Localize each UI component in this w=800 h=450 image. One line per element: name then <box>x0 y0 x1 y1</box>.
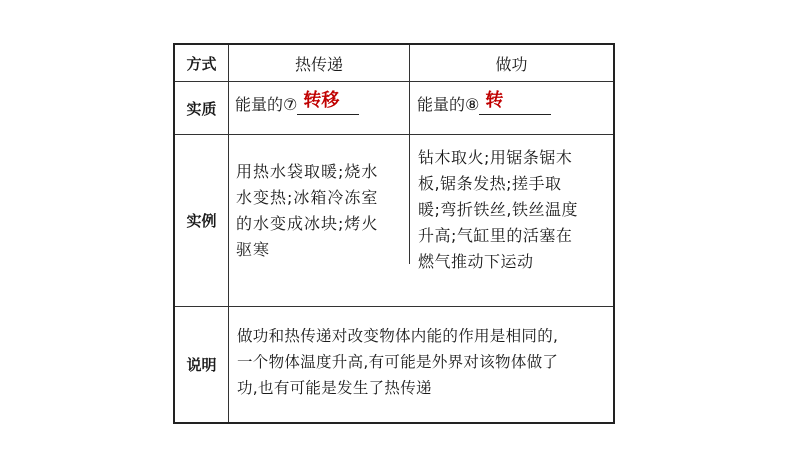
row-divider-3 <box>175 306 613 307</box>
label-note: 说明 <box>186 356 217 374</box>
comparison-table <box>173 43 615 424</box>
label-examples: 实例 <box>186 212 217 230</box>
work-example-line: 燃气推动下运动 <box>418 252 534 271</box>
work-nature-prefix: 能量的⑧ <box>417 95 480 114</box>
work-example-line: 暖;弯折铁丝,铁丝温度 <box>418 200 578 219</box>
label-nature: 实质 <box>186 99 217 118</box>
col-divider-1 <box>228 45 229 422</box>
header-method: 方式 <box>186 54 217 73</box>
note-line: 做功和热传递对改变物体内能的作用是相同的, <box>237 327 559 345</box>
heat-nature-blank <box>297 92 359 115</box>
heat-example-line: 驱寒 <box>236 240 271 259</box>
note-line: 一个物体温度升高,有可能是外界对该物体做了 <box>237 353 559 371</box>
work-example-line: 钻木取火;用锯条锯木 <box>418 148 573 167</box>
note-cell <box>237 323 613 401</box>
work-examples-cell <box>418 145 613 275</box>
work-example-line: 板,锯条发热;搓手取 <box>418 174 562 193</box>
note-line: 功,也有可能是发生了热传递 <box>237 379 432 397</box>
work-example-line: 升高;气缸里的活塞在 <box>418 226 573 245</box>
heat-example-line: 用热水袋取暖;烧水 <box>236 162 379 181</box>
header-work: 做功 <box>495 54 528 74</box>
row-divider-1 <box>175 81 613 82</box>
row-divider-2 <box>175 134 613 135</box>
work-nature-blank <box>479 92 551 115</box>
heat-nature-answer: 转移 <box>303 90 340 111</box>
work-nature-answer: 转 <box>485 90 504 111</box>
work-nature-cell <box>417 92 607 122</box>
heat-nature-prefix: 能量的⑦ <box>235 95 298 114</box>
heat-example-line: 水变热;冰箱冷冻室 <box>236 188 379 207</box>
heat-nature-cell <box>235 92 405 122</box>
heat-examples-cell <box>236 159 406 263</box>
header-heat-transfer: 热传递 <box>294 54 343 74</box>
heat-example-line: 的水变成冰块;烤火 <box>236 214 379 233</box>
